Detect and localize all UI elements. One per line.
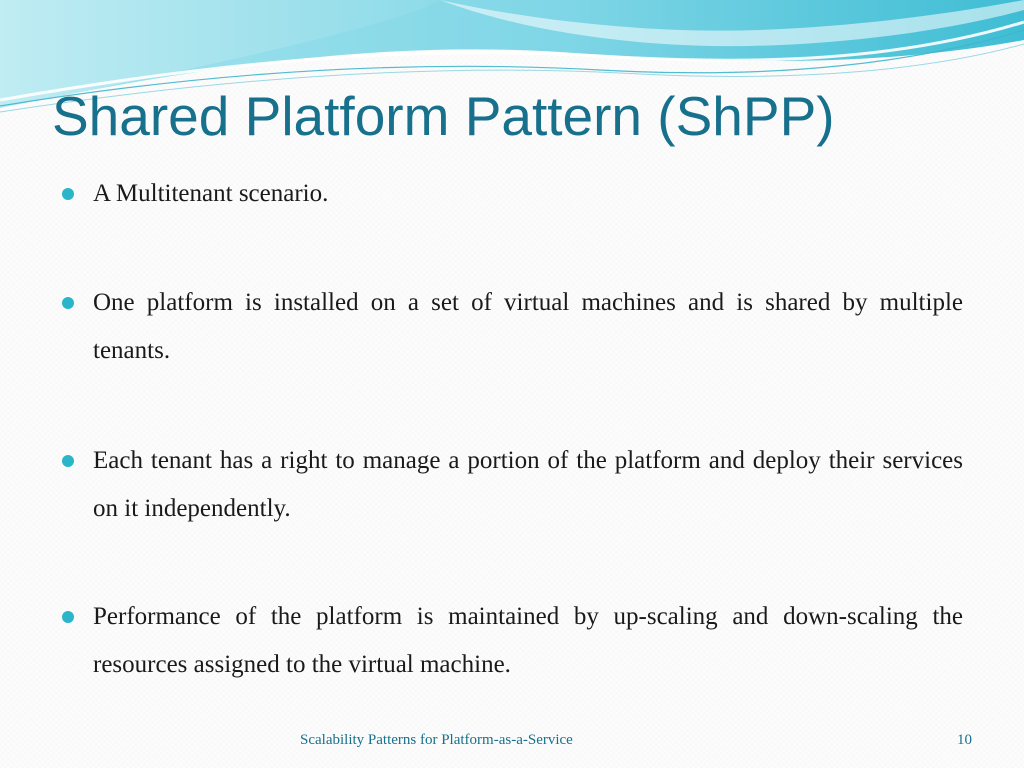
page-number: 10 — [957, 732, 972, 748]
bullet-text: One platform is installed on a set of virtual machines and is shared by multiple tenants. — [93, 289, 963, 364]
bullet-text: A Multitenant scenario. — [93, 180, 329, 207]
slide-title: Shared Platform Pattern (ShPP) — [52, 85, 835, 147]
bullet-dot-icon — [62, 297, 74, 309]
bullet-dot-icon — [62, 455, 74, 467]
bullet-text: Each tenant has a right to manage a portion of the platform and deploy their services on it independently. — [93, 447, 963, 522]
bullet-text: Performance of the platform is maintained by up-scaling and down-scaling the resources assigned to the virtual machine. — [93, 603, 963, 678]
bullet-dot-icon — [62, 611, 74, 623]
bullet-dot-icon — [62, 188, 74, 200]
slide-footer: Scalability Patterns for Platform-as-a-Service — [300, 732, 573, 748]
